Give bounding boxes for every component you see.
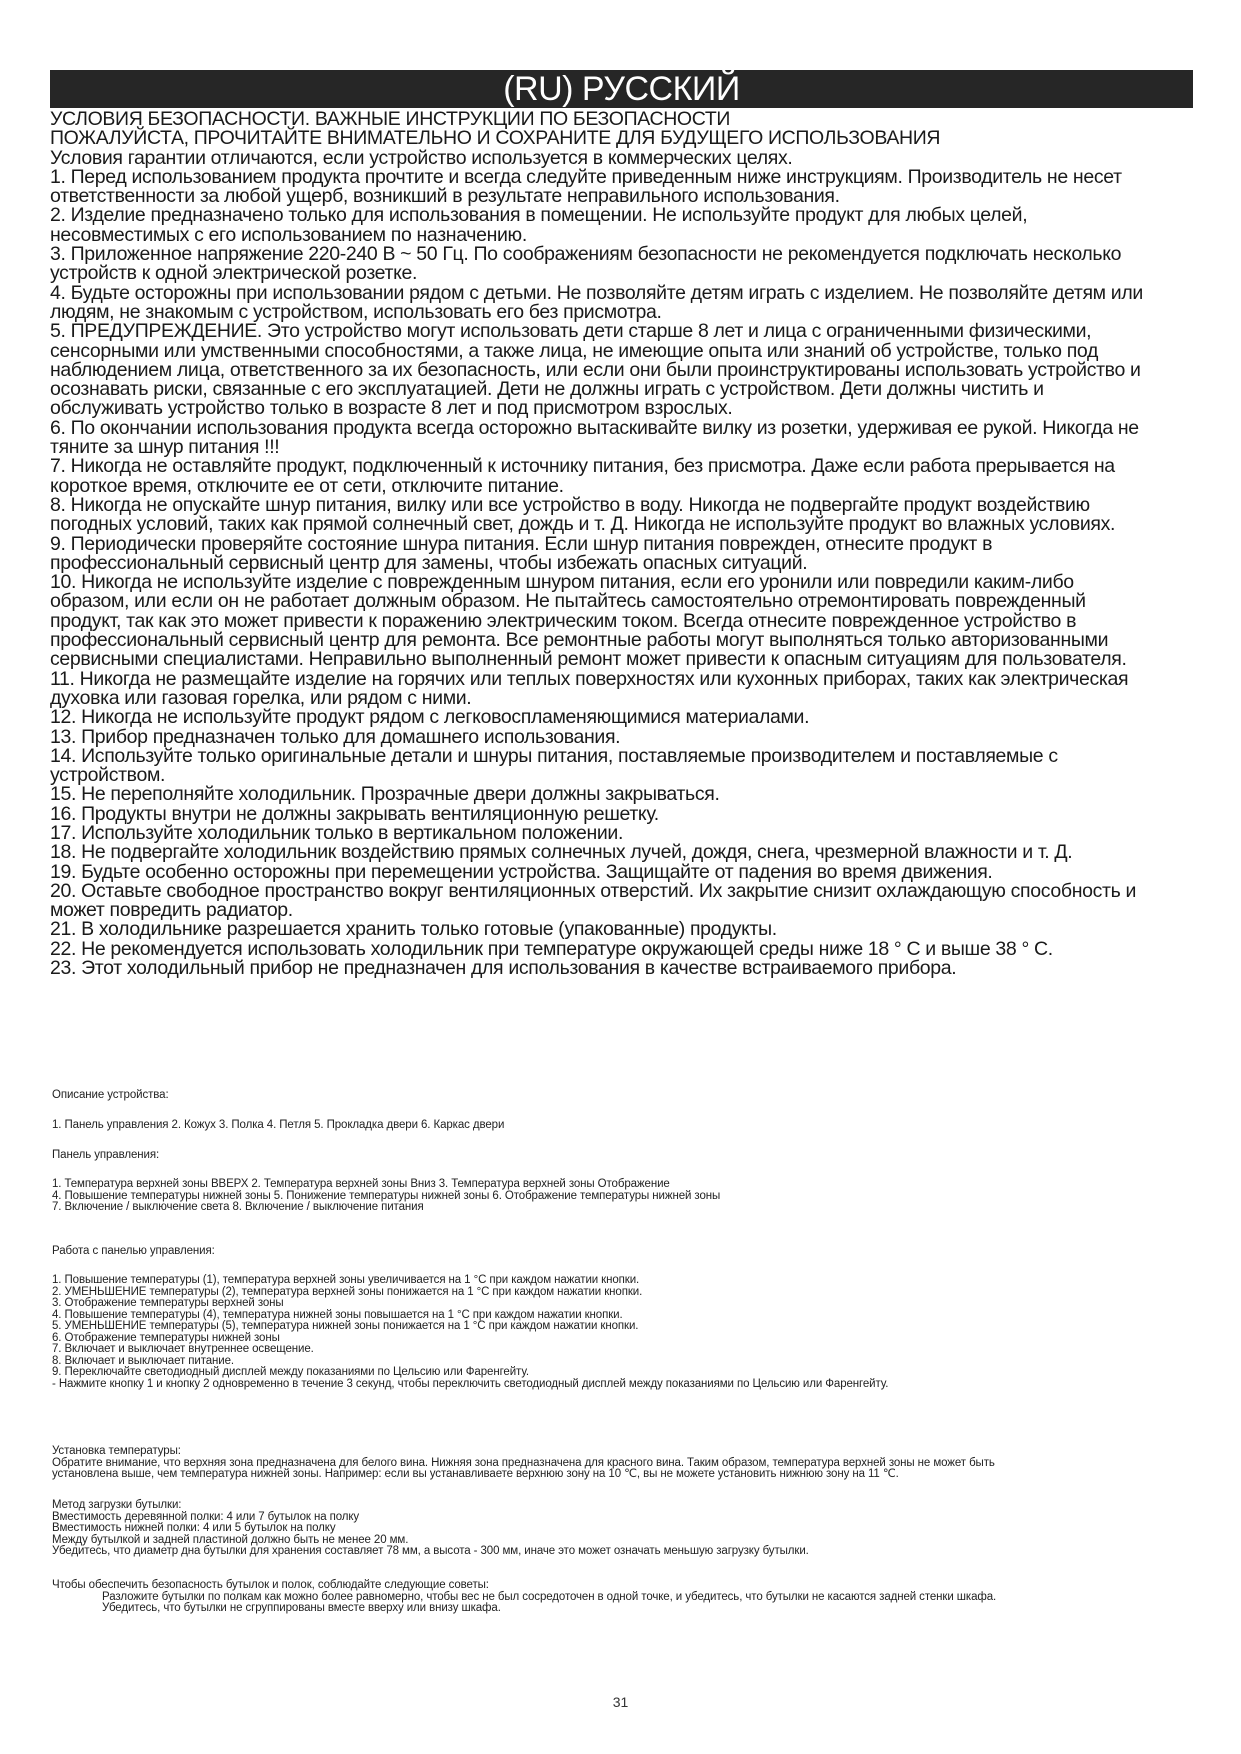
text-line: устройством.: [50, 764, 166, 787]
text-line: УСЛОВИЯ БЕЗОПАСНОСТИ. ВАЖНЫЕ ИНСТРУКЦИИ ПО БЕЗОПАСНОСТИ: [50, 108, 731, 130]
text-line: устройств к одной электрической розетке.: [50, 262, 418, 285]
bottle-loading-section: [52, 1500, 1202, 1558]
text-line: профессиональный сервисный центр для ремонта. Все ремонтные работы могут выполняться только авторизованными: [50, 629, 1109, 652]
text-line: людям, не знакомым с устройством, использовать его без присмотра.: [50, 300, 662, 323]
safety-instructions: [50, 110, 1200, 978]
list-item: 6. Отображение температуры нижней зоны: [52, 1331, 280, 1344]
text-line: Убедитесь, что диаметр дна бутылки для хранения составляет 78 мм, а высота - 300 мм, иначе это может означать меньшую загрузку бутылки.: [52, 1545, 809, 1557]
text-line: Условия гарантии отличаются, если устройство используется в коммерческих целях.: [50, 146, 793, 169]
text-line: может повредить радиатор.: [50, 899, 293, 922]
list-item: 9. Переключайте светодиодный дисплей между показаниями по Цельсию или Фаренгейту.: [52, 1366, 529, 1378]
section-title: Чтобы обеспечить безопасность бутылок и полок, соблюдайте следующие советы:: [52, 1579, 489, 1591]
text-line: 13. Прибор предназначен только для домашнего использования.: [50, 725, 621, 748]
text-line: Убедитесь, что бутылки не сгруппированы вместе вверху или внизу шкафа.: [102, 1602, 501, 1614]
text-line: ПОЖАЛУЙСТА, ПРОЧИТАЙТЕ ВНИМАТЕЛЬНО И СОХРАНИТЕ ДЛЯ БУДУЩЕГО ИСПОЛЬЗОВАНИЯ: [50, 127, 941, 150]
text-line: установлена выше, чем температура нижней зоны. Например: если вы устанавливаете верхнюю зону на 10 ℃, вы не можете установить нижнюю зону на 11 ℃.: [52, 1468, 899, 1480]
list-item: 7. Включение / выключение света 8. Включение / выключение питания: [52, 1201, 424, 1213]
text-line: Вместимость нижней полки: 4 или 5 бутылок на полку: [52, 1522, 336, 1534]
section-title: Метод загрузки бутылки:: [52, 1499, 182, 1511]
text-line: осознавать риски, связанные с его эксплуатацией. Дети не должны играть с устройством. Дети должны чистить и: [50, 378, 1044, 401]
text-line: продукт, так как это может привести к поражению электрическим током. Всегда отнесите поврежденное устройство в: [50, 609, 1077, 632]
language-header: (RU) РУССКИЙ: [50, 70, 1193, 108]
text-line: образом, или если он не работает должным образом. Не пытайтесь самостоятельно отремонтировать поврежденный: [50, 590, 1086, 613]
control-panel-title: Панель управления:: [52, 1149, 160, 1161]
list-item: 4. Повышение температуры (4), температура нижней зоны повышается на 1 °C при каждом нажатии кнопки.: [52, 1308, 623, 1321]
text-line: Обратите внимание, что верхняя зона предназначена для белого вина. Нижняя зона предназначена для красного вина. Таким образом, температура верхней зоны не может быть: [52, 1456, 995, 1469]
text-line: наблюдением лица, ответственного за их безопасность, или если они были проинструктированы использовать устройство и: [50, 358, 1141, 381]
text-line: 11. Никогда не размещайте изделие на горячих или теплых поверхностях или кухонных приборах, таких как электрическая: [50, 667, 1129, 690]
text-line: 7. Никогда не оставляйте продукт, подключенный к источнику питания, без присмотра. Даже если работа прерывается на: [50, 455, 1115, 478]
text-line: тяните за шнур питания !!!: [50, 436, 280, 459]
text-line: ответственности за любой ущерб, возникший в результате неправильного использования.: [50, 185, 840, 208]
temperature-setting-section: [52, 1446, 1202, 1481]
panel-operation-list: [52, 1275, 1202, 1390]
text-line: сенсорными или умственными способностями, а также лица, не имеющие опыта или знаний об устройстве, только под: [50, 339, 1098, 362]
list-item: 5. УМЕНЬШЕНИЕ температуры (5), температура нижней зоны понижается на 1 °C при каждом нажатии кнопки.: [52, 1320, 639, 1332]
text-line: 17. Используйте холодильник только в вертикальном положении.: [50, 821, 624, 844]
text-line: профессиональный сервисный центр для замены, чтобы избежать опасных ситуаций.: [50, 551, 808, 574]
text-line: 23. Этот холодильный прибор не предназначен для использования в качестве встраиваемого прибора.: [50, 957, 957, 980]
text-line: Между бутылкой и задней пластиной должно быть не менее 20 мм.: [52, 1533, 409, 1546]
text-line: Разложите бутылки по полкам как можно более равномерно, чтобы вес не был сосредоточен в одной точке, и убедитесь, что бутылки не касаются задней стенки шкафа.: [102, 1590, 997, 1603]
text-line: короткое время, отключите ее от сети, отключите питание.: [50, 474, 564, 497]
text-line: 5. ПРЕДУПРЕЖДЕНИЕ. Это устройство могут использовать дети старше 8 лет и лица с ограниченными физическими,: [50, 320, 1092, 343]
text-line: 16. Продукты внутри не должны закрывать вентиляционную решетку.: [50, 802, 659, 825]
text-line: 10. Никогда не используйте изделие с поврежденным шнуром питания, если его уронили или повредили каким-либо: [50, 571, 1074, 594]
panel-operation-title: Работа с панелью управления:: [52, 1245, 215, 1257]
text-line: обслуживать устройство только в возрасте 8 лет и под присмотром взрослых.: [50, 397, 733, 420]
safety-tips-section: [52, 1580, 1202, 1615]
text-line: 21. В холодильнике разрешается хранить только готовые (упакованные) продукты.: [50, 918, 777, 941]
list-item: 3. Отображение температуры верхней зоны: [52, 1297, 284, 1309]
text-line: 22. Не рекомендуется использовать холодильник при температуре окружающей среды ниже 18 ° C и выше 38 ° C.: [50, 937, 1053, 960]
control-panel-list: [52, 1179, 1202, 1214]
text-line: духовка или газовая горелка, или рядом с ними.: [50, 686, 472, 709]
text-line: 12. Никогда не используйте продукт рядом с легковоспламеняющимися материалами.: [50, 706, 810, 729]
text-line: 4. Будьте осторожны при использовании рядом с детьми. Не позволяйте детям играть с изделием. Не позволяйте детям или: [50, 281, 1143, 304]
text-line: погодных условий, таких как прямой солнечный свет, дождь и т. Д. Никогда не используйте продукт во влажных условиях.: [50, 513, 1116, 536]
device-parts: 1. Панель управления 2. Кожух 3. Полка 4. Петля 5. Прокладка двери 6. Каркас двери: [52, 1119, 505, 1131]
text-line: 20. Оставьте свободное пространство вокруг вентиляционных отверстий. Их закрытие снизит охлаждающую способность и: [50, 879, 1137, 902]
list-item: 7. Включает и выключает внутреннее освещение.: [52, 1343, 314, 1355]
device-description-title: Описание устройства:: [52, 1089, 169, 1101]
text-line: 9. Периодически проверяйте состояние шнура питания. Если шнур питания поврежден, отнесите продукт в: [50, 532, 993, 555]
section-title: Установка температуры:: [52, 1445, 181, 1457]
text-line: 8. Никогда не опускайте шнур питания, вилку или все устройство в воду. Никогда не подвергайте продукт воздействию: [50, 493, 1090, 516]
text-line: 18. Не подвергайте холодильник воздействию прямых солнечных лучей, дождя, снега, чрезмерной влажности и т. Д.: [50, 841, 1073, 864]
text-line: Вместимость деревянной полки: 4 или 7 бутылок на полку: [52, 1510, 360, 1523]
text-line: 1. Перед использованием продукта прочтите и всегда следуйте приведенным ниже инструкциям. Производитель не несет: [50, 165, 1122, 188]
list-item: 4. Повышение температуры нижней зоны 5. Понижение температуры нижней зоны 6. Отображение температуры нижней зоны: [52, 1189, 721, 1202]
list-item: 1. Повышение температуры (1), температура верхней зоны увеличивается на 1 °C при каждом нажатии кнопки.: [52, 1274, 640, 1286]
text-line: сервисными специалистами. Неправильно выполненный ремонт может привести к опасным ситуациям для пользователя.: [50, 648, 1127, 671]
text-line: 15. Не переполняйте холодильник. Прозрачные двери должны закрываться.: [50, 783, 720, 806]
text-line: 6. По окончании использования продукта всегда осторожно вытаскивайте вилку из розетки, удерживая ее рукой. Никогда не: [50, 416, 1139, 439]
text-line: 14. Используйте только оригинальные детали и шнуры питания, поставляемые производителем и поставляемые с: [50, 744, 1058, 767]
list-item: 1. Температура верхней зоны ВВЕРХ 2. Температура верхней зоны Вниз 3. Температура верхней зоны Отображение: [52, 1178, 670, 1190]
list-item: 8. Включает и выключает питание.: [52, 1354, 235, 1367]
text-line: несовместимых с его использованием по назначению.: [50, 223, 527, 246]
text-line: 3. Приложенное напряжение 220-240 В ~ 50 Гц. По соображениям безопасности не рекомендуется подключать несколько: [50, 243, 1122, 266]
list-item: 2. УМЕНЬШЕНИЕ температуры (2), температура верхней зоны понижается на 1 °C при каждом нажатии кнопки.: [52, 1285, 643, 1298]
list-item: - Нажмите кнопку 1 и кнопку 2 одновременно в течение 3 секунд, чтобы переключить светодиодный дисплей между показаниями по Цельсию или Фаренгейту.: [52, 1377, 889, 1390]
page-number: 31: [612, 1694, 629, 1710]
text-line: 2. Изделие предназначено только для использования в помещении. Не используйте продукт для любых целей,: [50, 204, 1028, 227]
text-line: 19. Будьте особенно осторожны при перемещении устройства. Защищайте от падения во время движения.: [50, 860, 993, 883]
